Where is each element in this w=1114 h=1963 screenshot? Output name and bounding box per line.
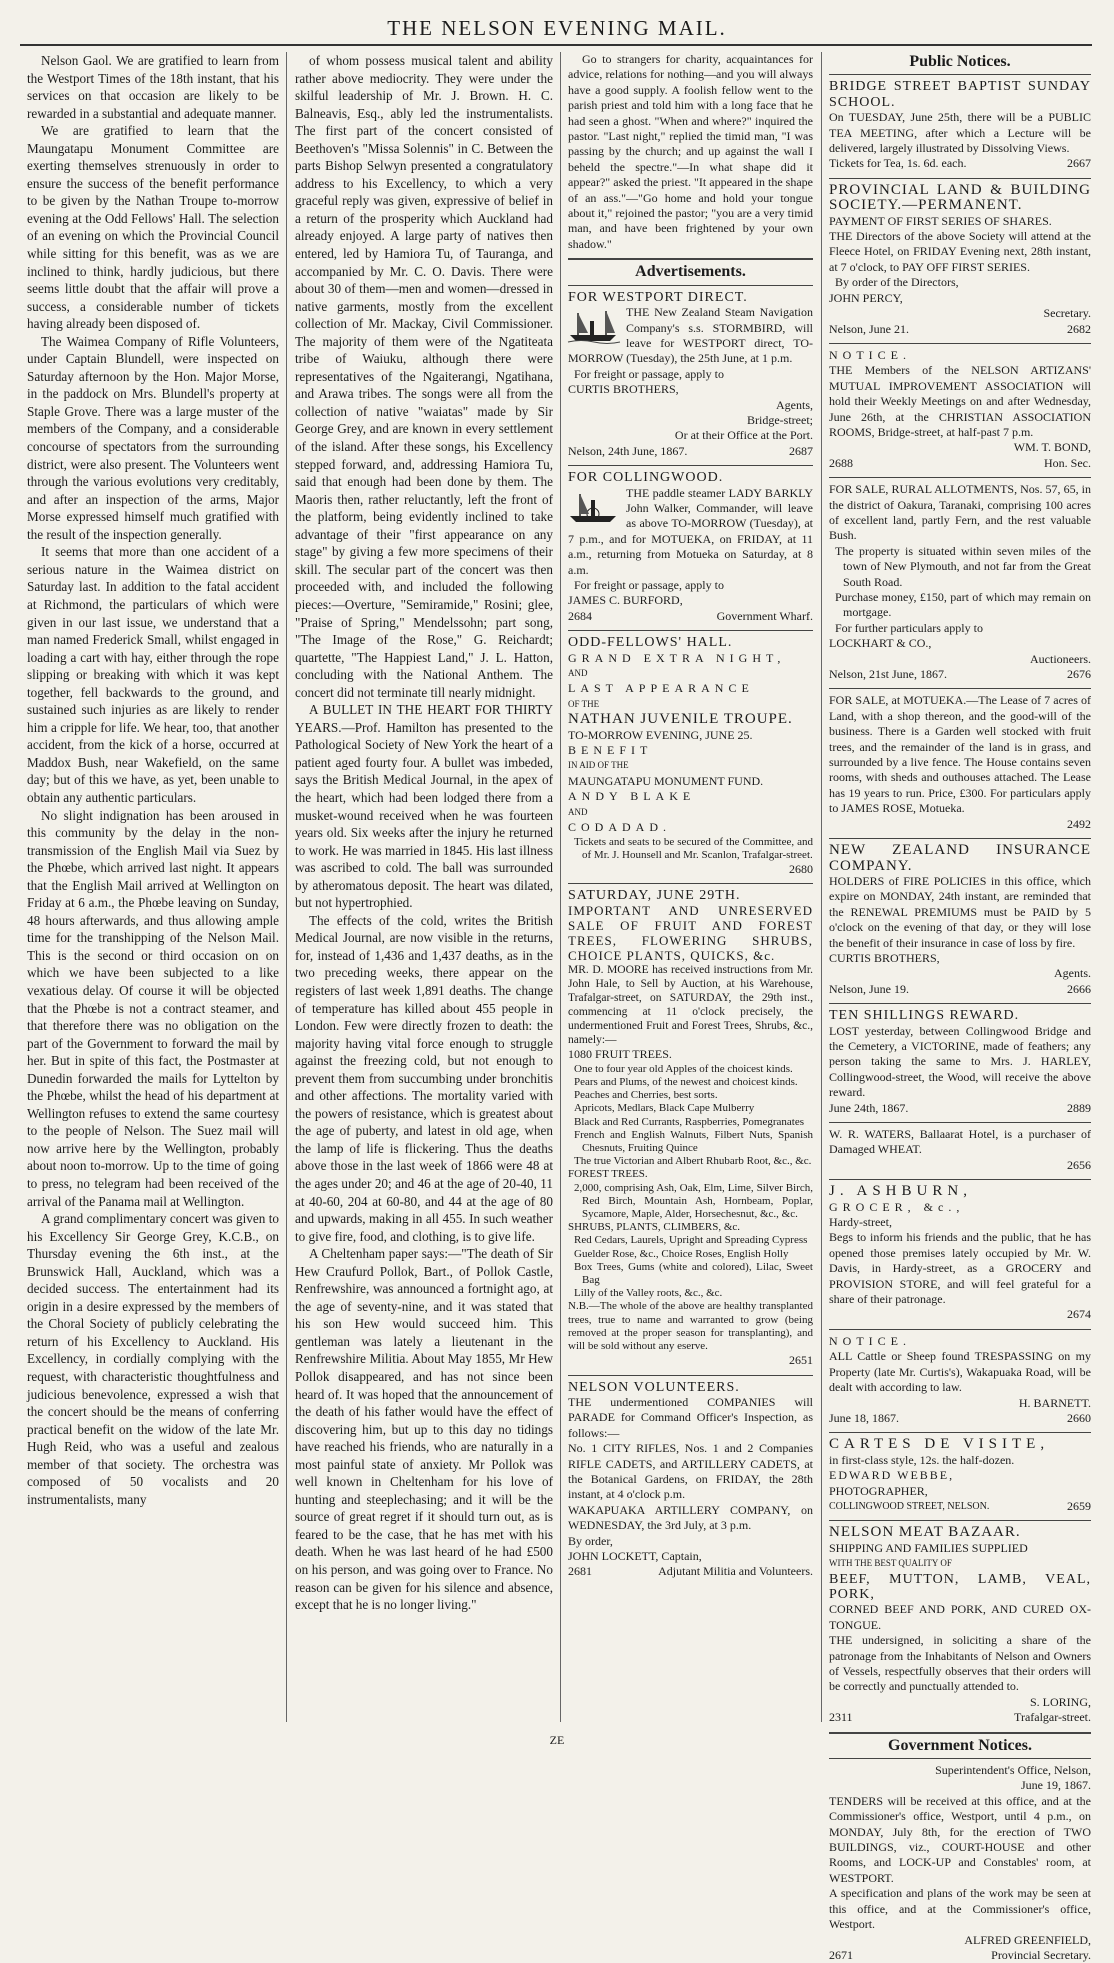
list-item: One to four year old Apples of the choicest kinds. (574, 1062, 793, 1075)
notice-title: CARTES DE VISITE, (829, 1436, 1050, 1453)
ad-volunteers (568, 1380, 813, 1580)
ad-westport (568, 290, 813, 459)
ad-line: AND (568, 668, 588, 679)
notice-body: HOLDERS of FIRE POLICIES in this office, which expire on MONDAY, 24th instant, are reminded that the RENEWAL PREMIUMS must be PAID by 5 o'clock on the evening of that day, or they will lose the benefit of their insurance in case of loss by fire. (829, 873, 1091, 950)
ad-oddfellows (568, 635, 813, 877)
notice-date: Nelson, June 19. (829, 981, 909, 996)
article-paragraph: of whom possess musical talent and ability rather above mediocrity. They were under the skilful leadership of Mr. J. Brown. H. C. Balneavis, Esq., ably led the instrumentalists. The first part of the concert consisted of Beethoven's "Missa Solennis" in C. Between the parts Bishop Selwyn presented a congratulatory address to his Excellency, to which a very graceful reply was given, expressive of belief in a return of the prosperity which Auckland had already enjoyed. A large party of natives then entered, led by Hamiora Tu, of Tauranga, and accompanied by Mr. C. O. Davis. There were about 30 of them—men and women—dressed in native garments, mostly from the excellent collection of Mr. Mackay, Civil Commissioner. The majority of them were of the Ngatiteata tribe of Waiuku, although there were representatives of the Ngaiterangi, Ngatihana, and Arawa tribes. The songs were all from the collection of native "waiatas" made by Sir George Grey, and are known in every settlement of the island. After these songs, his Excellency stepped forward, and, addressing Hamiora Tu, said that enough had been done by them. The Maoris then, rather reluctantly, left the front of the platform, being evidently inclined to take advantage of their "first appearance on any stage" by giving a few more specimens of their skill. The secular part of the concert was then proceeded with, and included the following pieces:—Overture, "Semiramide," Rosini; glee, "Praise of Spring," Mendelssohn; part song, "The Image of the Rose," G. Reichardt; quartette, "The Happiest Land," J. L. Hatton, concluding with the National Anthem. The concert did not terminate till nearly midnight. (295, 53, 553, 700)
notice-ashburn (829, 1184, 1091, 1323)
steamship-icon (568, 305, 620, 345)
notice-artizans (829, 348, 1091, 471)
notice-text: By order of the Directors, (835, 275, 959, 290)
ad-text: By order, (568, 1533, 613, 1548)
notice-body: FOR SALE, RURAL ALLOTMENTS, Nos. 57, 65, in the district of Oakura, Taranaki, comprising 100 acres of excellent land, partly Fern, and the rest valuable Bush. (829, 482, 1091, 543)
notice-number: 2660 (1067, 1410, 1091, 1425)
notice-body: LOST yesterday, between Collingwood Bridge and the Cemetery, a VICTORINE, made of feathers; any person taking the same to Mrs. J. HARLEY, Collingwood-street, the Wood, will receive the above reward. (829, 1023, 1091, 1100)
divider (568, 258, 813, 260)
steamship-icon (568, 486, 620, 526)
ad-line: NATHAN JUVENILE TROUPE. (568, 711, 793, 728)
ad-line: LAST APPEARANCE (568, 681, 754, 696)
notice-date: June 18, 1867. (829, 1410, 899, 1425)
ad-subtitle: FOREST TREES. (568, 1168, 648, 1181)
notice-text: Hon. Sec. (1044, 455, 1091, 470)
ad-text: Agents, (776, 397, 813, 412)
ad-number: 2684 (568, 608, 592, 623)
article-paragraph: The Waimea Company of Rifle Volunteers, under Captain Blundell, were inspected on Saturday afternoon by the Hon. Major Morse, in the paddock on Mrs. Blundell's property at Staple Grove. There was a large muster of the members of the Company, and a considerable concourse of spectators from the surrounding district, were also present. The Volunteers went through the various evolutions very creditably, and after an inspection of the arms, Major Morse expressed himself much gratified with the result of the inspection generally. (27, 333, 279, 542)
divider (829, 477, 1091, 478)
notice-number: 2889 (1067, 1100, 1091, 1115)
divider (829, 74, 1091, 75)
ad-text: Bridge-street; (747, 412, 813, 427)
article-paragraph: Go to strangers for charity, acquaintances for advice, relations for nothing—and you will always have a good supply. A foolish fellow went to the parish priest and told him with a long face that he had seen a ghost. "When and where?" inquired the pastor. "Last night," replied the timid man, "I was passing by the church; and up against the wall I beheld the spectre."—In what shape did it appear?" asked the priest. "It appeared in the shape of an ass."—"Go home and hold your tongue about it," rejoined the pastor; "you are a very timid man, and have been frightened by your own shadow." (568, 52, 813, 251)
divider (829, 838, 1091, 839)
ad-text: N.B.—The whole of the above are healthy transplanted trees, true to name and warranted to grow (being removed at the proper season for transplanting), and will be sold without any eserve. (568, 1300, 813, 1352)
divider (829, 688, 1091, 689)
ad-line: CODADAD. (568, 820, 671, 835)
ad-line: IN AID OF THE (568, 760, 629, 771)
ad-body: THE paddle steamer LADY BARKLY John Walker, Commander, will leave as above TO-MORROW (Tuesday), at 7 p.m., and for MOTUEKA, on FRIDAY, at 11 a.m., returning from Motueka on Saturday, at 8 a.m. (568, 485, 813, 577)
notice-date: Nelson, June 21. (829, 321, 909, 336)
list-item: The true Victorian and Albert Rhubarb Root, &c., &c. (574, 1155, 812, 1168)
notice-baptist (829, 79, 1091, 171)
ad-title: FOR WESTPORT DIRECT. (568, 289, 748, 305)
list-item: 2,000, comprising Ash, Oak, Elm, Lime, Silver Birch, Red Birch, Mountain Ash, Hornbeam, Poplar, Sycamore, Maple, Alder, Horsechesnut, &c., &c. (574, 1181, 813, 1220)
list-item: Apricots, Medlars, Black Cape Mulberry (574, 1102, 755, 1115)
ad-title: FOR COLLINGWOOD. (568, 470, 724, 486)
ad-date: Nelson, 24th June, 1867. (568, 443, 688, 458)
notice-subtitle: PAYMENT OF FIRST SERIES OF SHARES. (829, 213, 1052, 228)
ad-number: 2651 (789, 1353, 813, 1368)
ad-text: No. 1 CITY RIFLES, Nos. 1 and 2 Companies RIFLE CADETS, and ARTILLERY CADETS, at the Botanical Gardens, on FRIDAY, the 28th instant, at 4 o'clock p.m. (568, 1441, 813, 1502)
notice-text: Trafalgar-street. (1014, 1710, 1091, 1725)
notice-number: 2671 (829, 1947, 853, 1962)
notice-signature: WM. T. BOND, (1013, 440, 1091, 455)
notice-date: June 24th, 1867. (829, 1100, 909, 1115)
ad-line: GRAND EXTRA NIGHT, (568, 650, 786, 665)
notice-date: June 19, 1867. (1021, 1778, 1091, 1793)
notice-title: NOTICE. (829, 1333, 911, 1348)
divider (568, 285, 813, 286)
notice-text: Provincial Secretary. (991, 1947, 1091, 1962)
divider (829, 343, 1091, 344)
ad-title: IMPORTANT AND UNRESERVED SALE OF FRUIT AND FOREST TREES, FLOWERING SHRUBS, CHOICE PLANTS, QUICKS, &c. (568, 903, 813, 964)
notice-signature: LOCKHART & CO., (829, 636, 932, 651)
notice-meat (829, 1525, 1091, 1725)
notice-number: 2674 (1067, 1307, 1091, 1322)
notice-number: 2676 (1067, 667, 1091, 682)
notice-text: Auctioneers. (1030, 651, 1091, 666)
ad-agent: JAMES C. BURFORD, (568, 593, 683, 608)
list-item: Pears and Plums, of the newest and choicest kinds. (574, 1075, 798, 1088)
notice-title: BRIDGE STREET BAPTIST SUNDAY SCHOOL. (829, 79, 1091, 110)
divider (829, 178, 1091, 179)
column-divider (560, 52, 561, 1722)
notice-number: 2492 (1067, 816, 1091, 831)
article-paragraph: It seems that more than one accident of a serious nature in the Waimea district on Saturday last. In addition to the fatal accident at Richmond, the particulars of which were given in our last issue, we understand that a man named Frederick Small, whilst engaged in loading a cart with hay, either through the rope slipping or breaking with which it was kept together, fell backwards to the ground, and sustained such injuries as are likely to render him a cripple for life. We hear, too, that another accident, from the kick of a horse, occurred at Maddox Bush, near Wakefield, on the same day; but of this we have, as yet, been unable to obtain any authentic particulars. (27, 544, 279, 805)
divider (829, 1432, 1091, 1433)
notice-signature: EDWARD WEBBE, (829, 1468, 955, 1483)
ad-body: THE undermentioned COMPANIES will PARADE for Command Officer's Inspection, as follows:— (568, 1395, 813, 1440)
notice-text: Secretary. (1043, 306, 1091, 321)
notice-title: NELSON MEAT BAZAAR. (829, 1524, 1021, 1541)
ad-line: AND (568, 806, 588, 817)
notice-text: Hardy-street, (829, 1215, 892, 1230)
ad-text: Tickets and seats to be secured of the Committee, and of Mr. J. Hounsell and Mr. Scanlon, Trafalgar-street. (574, 835, 813, 861)
notice-text: The property is situated within seven miles of the town of New Plymouth, and not far from the Great South Road. (835, 543, 1091, 589)
page-footer-mark: ZE (549, 1733, 565, 1747)
list-item: Box Trees, Gums (white and colored), Lilac, Sweet Bag (574, 1260, 813, 1286)
article-paragraph: A grand complimentary concert was given to his Excellency Sir George Grey, K.C.B., on Thursday evening the 6th inst., at the Brunswick Hall, Auckland, which was a decided success. The entertainment had its origin in a desire expressed by the members of the Choral Society of publicly celebrating the return of his Excellency to Auckland. His Excellency, in cordially complying with the request, with characteristic thoughtfulness and judicious benevolence, expressed a wish that the concert should be the means of conferring practical benefit on the widow of the late Mr. Hugh Reid, who was a useful and zealous member of that society. The orchestra was composed of 50 vocalists and 20 instrumentalists, many (27, 1211, 279, 1507)
notice-title: NOTICE. (829, 347, 911, 362)
notice-trespass (829, 1334, 1091, 1426)
list-item: Lilly of the Valley roots, &c., &c. (574, 1287, 723, 1300)
notice-number: 2667 (1067, 156, 1091, 171)
notice-body: W. R. WATERS, Ballaarat Hotel, is a purchaser of Damaged WHEAT. (829, 1127, 1091, 1157)
column-divider (286, 52, 287, 1722)
notice-signature: S. LORING, (1029, 1694, 1091, 1709)
notice-body: On TUESDAY, June 25th, there will be a PUBLIC TEA MEETING, after which a Lecture will be delivered, largely illustrated by Dissolving Views. (829, 110, 1091, 156)
notice-number: 2682 (1067, 321, 1091, 336)
ad-line: OF THE (568, 698, 600, 709)
notice-text: Superintendent's Office, Nelson, (935, 1763, 1091, 1778)
notice-text: COLLINGWOOD STREET, NELSON. (829, 1500, 990, 1512)
list-item: Black and Red Currants, Raspberries, Pomegranates (574, 1115, 805, 1128)
ad-signature: JOHN LOCKETT, Captain, (568, 1549, 702, 1564)
notice-text: For further particulars apply to (835, 620, 983, 635)
ad-collingwood (568, 470, 813, 624)
notice-subtitle: in first-class style, 12s. the half-dozen. (829, 1452, 1015, 1467)
ad-line: MAUNGATAPU MONUMENT FUND. (568, 773, 764, 788)
divider (568, 1375, 813, 1376)
section-heading: Government Notices. (888, 1736, 1032, 1754)
ad-text: Or at their Office at the Port. (674, 428, 813, 443)
notice-provincial (829, 183, 1091, 337)
divider (829, 1122, 1091, 1123)
notice-body: THE Members of the NELSON ARTIZANS' MUTUAL IMPROVEMENT ASSOCIATION will hold their Weekly Meetings on and after Wednesday, June 26th, at the CHRISTIAN ASSOCIATION ROOMS, Bridge-street, at half-past 7 p.m. (829, 363, 1091, 439)
newspaper-title: THE NELSON EVENING MAIL. (387, 16, 727, 40)
column-divider (821, 52, 822, 1722)
notice-number: 2659 (1067, 1498, 1091, 1513)
notice-title: PROVINCIAL LAND & BUILDING SOCIETY.—PERMANENT. (829, 181, 1091, 214)
notice-body: TENDERS will be received at this office, and at the Commissioner's office, Westport, until 4 p.m., on MONDAY, July 8th, for the erection of TWO BUILDINGS, viz., COURT-HOUSE and other Rooms, and LOCK-UP and Constables' room, at WESTPORT. (829, 1793, 1091, 1885)
masthead (0, 0, 1114, 48)
column-2 (295, 52, 553, 1722)
ad-title: SATURDAY, JUNE 29TH. (568, 887, 741, 903)
list-item: French and English Walnuts, Filbert Nuts, Spanish Chesnuts, Fruiting Quince (574, 1128, 813, 1154)
ad-text: WAKAPUAKA ARTILLERY COMPANY, on WEDNESDAY, the 3rd July, at 3 p.m. (568, 1502, 813, 1533)
notice-line: CORNED BEEF AND PORK, AND CURED OX-TONGUE. (829, 1602, 1091, 1632)
article-paragraph: A BULLET IN THE HEART FOR THIRTY YEARS.—Prof. Hamilton has presented to the Pathological Society of New York the heart of a patient aged fourty four. A bullet was imbeded, says the British Medical Journal, in the apex of the heart, which had been lodged there from a musket-wound received when he was fourteen years old. Six weeks after the injury he returned to work. He was married in 1845. His last illness was ascribed to cold. The ball was surrounded by atheromatous deposit. The heart was dilated, but not hypertrophied. (295, 702, 553, 911)
notice-line: WITH THE BEST QUALITY OF (829, 1558, 952, 1569)
notice-rural (829, 482, 1091, 682)
ad-number: 2680 (789, 861, 813, 876)
notice-insurance (829, 843, 1091, 997)
ad-body: THE New Zealand Steam Navigation Company's s.s. STORMBIRD, will leave for WESTPORT direct, TO-MORROW (Tuesday), the 25th June, at 1 p.m. (568, 305, 813, 366)
notice-title: NEW ZEALAND INSURANCE COMPANY. (829, 842, 1091, 874)
article-paragraph: A Cheltenham paper says:—"The death of Sir Hew Craufurd Pollok, Bart., of Pollok Castle, Renfrewshire, was announced a fortnight ago, at the age of seventy-nine, and it was stated that his son Hew would succeed him. This gentleman was lately a lieutenant in the Renfrewshire Militia. About May 1855, Mr Hew Pollok disappeared, and has not since been heard of. It was hoped that the announcement of the death of his father would have the effect of discovering him, but up to this day no tidings have reached his friends, who are naturally in a most painful state of anxiety. Mr Pollok was well known in Cheltenham for his love of hunting and steeplechasing; and it will be the source of great regret if it should turn out, as is feared to be the case, that he has met with his death. When he was last heard of he had £500 on his person, and was going over to France. No reason can be given for his silence and absence, except that he is no longer living." (295, 1246, 553, 1613)
ad-title: ODD-FELLOWS' HALL. (568, 635, 733, 651)
divider (829, 1520, 1091, 1521)
ad-line: ANDY BLAKE (568, 789, 696, 804)
notice-number: 2311 (829, 1710, 853, 1725)
divider (568, 630, 813, 631)
divider (829, 1003, 1091, 1004)
list-item: Red Cedars, Laurels, Upright and Spreading Cypress (574, 1234, 808, 1247)
article-paragraph: No slight indignation has been aroused in this community by the delay in the non-transmission of the English Mail via Suez by the Phœbe, which arrived last night. It appears that the English Mail arrived at Wellington on Friday at 6 a.m., the Phœbe leaving on Sunday, 48 hours afterwards, and thus allowing ample time for the transhipping of the Nelson Mail. This is the second or third occasion on on which we have been subjected to a like vexatious delay. Of course it will be objected that the Phœbe is not a contract steamer, and that therefore there was no obligation on the part of the Government to forward the mail by her. But in spite of this fact, the Postmaster at Dunedin forwarded the mails for Lyttelton by the Phœbe, whilst the head of his department at Wellington refuses to extend the same courtesy to the people of Nelson. The Suez mail will now arrive here by the Wellington, probably about noon to-morrow. Up to the time of going to press, no telegram had been received of the arrival of the Panama mail at Wellington. (27, 807, 279, 1209)
ad-subtitle: SHRUBS, PLANTS, CLIMBERS, &c. (568, 1221, 741, 1234)
notice-text: Tickets for Tea, 1s. 6d. each. (829, 156, 967, 171)
section-heading: Public Notices. (909, 53, 1011, 70)
notice-text: Purchase money, £150, part of which may remain on mortgage. (835, 590, 1091, 620)
ad-number: 2681 (568, 1564, 592, 1579)
notice-text: A specification and plans of the work may be seen at this office, and at the Commissioner's office, Westport. (829, 1886, 1091, 1932)
column-1 (27, 52, 279, 1722)
notice-signature: H. BARNETT. (1018, 1395, 1091, 1410)
article-paragraph: Nelson Gaol. We are gratified to learn from the Westport Times of the 18th instant, that his services on that occasion are likely to be rewarded in a substantial and adequate manner. (27, 53, 279, 121)
divider (829, 1179, 1091, 1180)
notice-title: J. ASHBURN, (829, 1183, 972, 1200)
ad-text: Government Wharf. (716, 608, 813, 623)
notice-body: THE Directors of the above Society will attend at the Fleece Hotel, on FRIDAY Evening next, 28th instant, at 7 o'clock, to PAY OFF FIRST SERIES. (829, 229, 1091, 274)
ad-text: For freight or passage, apply to (574, 578, 724, 592)
notice-signature: JOHN PERCY, (829, 290, 903, 305)
ad-line: BENEFIT (568, 743, 653, 758)
notice-title: TEN SHILLINGS REWARD. (829, 1008, 1020, 1024)
divider (568, 465, 813, 466)
masthead-rule (20, 44, 1092, 46)
notice-text: Agents. (1054, 966, 1091, 981)
ad-text: Adjutant Militia and Volunteers. (658, 1564, 813, 1579)
ad-title: NELSON VOLUNTEERS. (568, 1379, 740, 1395)
notice-signature: CURTIS BROTHERS, (829, 950, 940, 965)
article-paragraph: The effects of the cold, writes the British Medical Journal, are now visible in the returns, for, instead of 1,436 and 1,437 deaths, as in the two preceding weeks, there appear on the registers of last week 1,891 deaths. The change of temperature has killed about 455 people in London. Few were directly frozen to death: the majority having vital force enough to struggle against the freezing cold, but not enough to prevent them from succumbing under bronchitis and other affections. The mortality varied with the powers of resistance, which is greatest about the age of puberty, and latest in old age, when the lamp of life is flickering. Thus the deaths above those in the last week of 1866 were 48 at the ages under 20; and 46 at the age of 20-40, 11 at 40-60, 204 at 60-80, and 44 at the age of 80 and upwards, making in all 455. In such weather to give fire, food, and clothing, is to give life. (295, 912, 553, 1244)
article-paragraph: We are gratified to learn that the Maungatapu Monument Committee are exerting themselves strenuously in order to ensure the success of the benefit performance to be given by the Nathan Troupe to-morrow evening at the Odd Fellows' Hall. The selection of an evening on which the Provincial Council while sitting for this benefit, was as we are inclined to think, hardly judicious, but there seems little doubt that the affair will prove a success, a considerable number of tickets having already been disposed of. (27, 123, 279, 332)
divider (568, 883, 813, 884)
divider (829, 1758, 1091, 1759)
divider (829, 1329, 1091, 1330)
notice-date: Nelson, 21st June, 1867. (829, 667, 947, 682)
ad-number: 2687 (789, 443, 813, 458)
notice-number: 2656 (1067, 1157, 1091, 1172)
ad-subtitle: 1080 FRUIT TREES. (568, 1047, 672, 1062)
notice-number: 2688 (829, 455, 853, 470)
notice-body: ALL Cattle or Sheep found TRESPASSING on my Property (late Mr. Curtis's), Wakapuaka Road, will be dealt with according to law. (829, 1349, 1091, 1395)
notice-body: FOR SALE, at MOTUEKA.—The Lease of 7 acres of Land, with a shop thereon, and the good-will of the business. There is a Garden well stocked with fruit trees, and the remainder of the land is in grass, and surrounded by a live fence. The House contains seven rooms, with sheds and outhouses attached. The Lease has 19 years to run. Price, £300. For particulars apply to JAMES ROSE, Motueka. (829, 693, 1091, 816)
notice-cartes (829, 1437, 1091, 1514)
notice-body: THE undersigned, in soliciting a share of the patronage from the Inhabitants of Nelson and Owners of Vessels, respectfully observes that their orders will be correctly and punctually attended to. (829, 1633, 1091, 1694)
section-heading: Advertisements. (635, 263, 746, 281)
notice-reward (829, 1008, 1091, 1116)
list-item: Peaches and Cherries, best sorts. (574, 1089, 718, 1102)
notice-signature: ALFRED GREENFIELD, (964, 1932, 1091, 1947)
ad-line: TO-MORROW EVENING, JUNE 25. (568, 727, 753, 742)
notice-line: BEEF, MUTTON, LAMB, VEAL, PORK, (829, 1571, 1091, 1602)
ad-agent: CURTIS BROTHERS, (568, 382, 679, 397)
notice-body: Begs to inform his friends and the public, that he has opened those premises lately occupied by Mr. W. Davis, in Hardy-street, as a GROCERY and PROVISION STORE, and will feel grateful for a share of their patronage. (829, 1230, 1091, 1307)
ad-text: For freight or passage, apply to (574, 366, 724, 381)
notice-text: PHOTOGRAPHER, (829, 1483, 928, 1498)
column-4 (829, 52, 1091, 1962)
column-3 (568, 52, 813, 1722)
notice-line: SHIPPING AND FAMILIES SUPPLIED (829, 1540, 1028, 1555)
notice-motueka (829, 693, 1091, 832)
list-item: Guelder Rose, &c., Choice Roses, English Holly (574, 1247, 789, 1260)
ad-sale (568, 888, 813, 1369)
ad-body: MR. D. MOORE has received instructions from Mr. John Hale, to Sell by Auction, at his Warehouse, Trafalgar-street, on SATURDAY, the 29th inst., commencing at 11 o'clock precisely, the undermentioned Fruit and Forest Trees, Shrubs, &c., namely:— (568, 964, 813, 1047)
notice-waters (829, 1127, 1091, 1173)
notice-subtitle: GROCER, &c., (829, 1199, 965, 1214)
notice-number: 2666 (1067, 981, 1091, 996)
notice-government (829, 1763, 1091, 1963)
